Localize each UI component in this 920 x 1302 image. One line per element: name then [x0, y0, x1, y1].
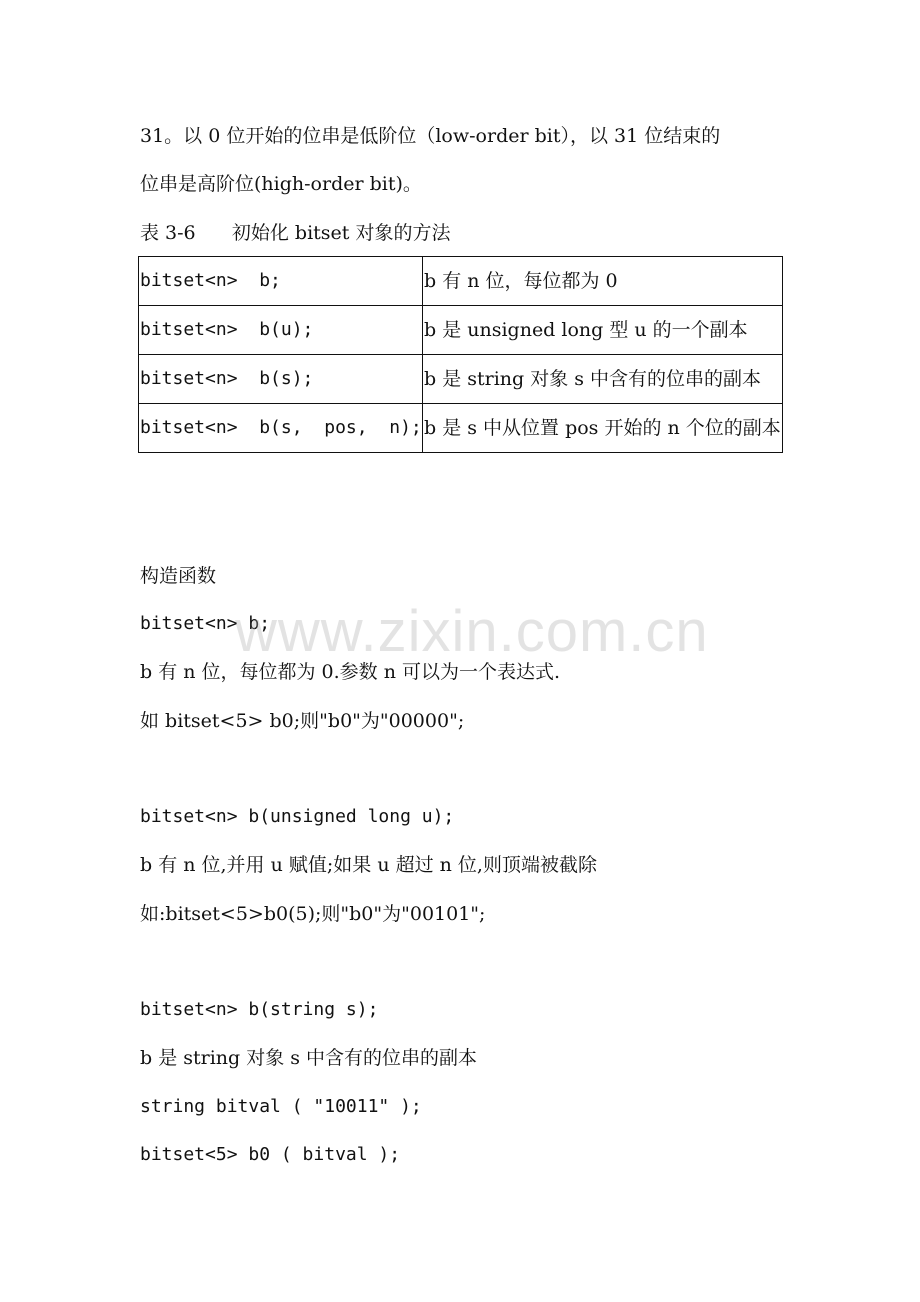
text-line: 如:bitset<5>b0(5);则"b0"为"00101";: [140, 903, 486, 925]
text-line: b 有 n 位，每位都为 0.参数 n 可以为一个表达式.: [140, 661, 561, 683]
code-line: bitset<n> b(unsigned long u);: [140, 806, 455, 827]
table-row: [139, 404, 783, 453]
table-cell-desc: b 有 n 位，每位都为 0: [423, 257, 783, 306]
table-row: [139, 257, 783, 306]
table-cell-code: bitset<n> b(s);: [139, 355, 423, 404]
table-cell-code: bitset<n> b;: [139, 257, 423, 306]
table-row: [139, 306, 783, 355]
text-line: b 有 n 位,并用 u 赋值;如果 u 超过 n 位,则顶端被截除: [140, 854, 597, 876]
table-cell-desc: b 是 string 对象 s 中含有的位串的副本: [423, 355, 783, 404]
intro-line-2: 位串是高阶位(high-order bit)。: [140, 173, 422, 195]
table-row: [139, 355, 783, 404]
code-line: bitset<5> b0 ( bitval );: [140, 1144, 401, 1165]
section-title: 构造函数: [140, 565, 217, 587]
code-line: bitset<n> b(string s);: [140, 999, 379, 1020]
table-cell-desc: b 是 s 中从位置 pos 开始的 n 个位的副本: [423, 404, 783, 453]
table-cell-code: bitset<n> b(s, pos, n);: [139, 404, 423, 453]
intro-line-1: 31。以 0 位开始的位串是低阶位（low-order bit），以 31 位结束的: [140, 125, 721, 147]
table-cell-desc: b 是 unsigned long 型 u 的一个副本: [423, 306, 783, 355]
watermark: www.zixin.com.cn: [235, 599, 709, 664]
table-cell-code: bitset<n> b(u);: [139, 306, 423, 355]
code-line: bitset<n> b;: [140, 613, 271, 634]
bitset-init-table: [138, 256, 783, 453]
table-caption: 表 3-6 初始化 bitset 对象的方法: [140, 222, 451, 244]
code-line: string bitval ( "10011" );: [140, 1096, 422, 1117]
text-line: 如 bitset<5> b0;则"b0"为"00000";: [140, 710, 465, 732]
text-line: b 是 string 对象 s 中含有的位串的副本: [140, 1047, 478, 1069]
